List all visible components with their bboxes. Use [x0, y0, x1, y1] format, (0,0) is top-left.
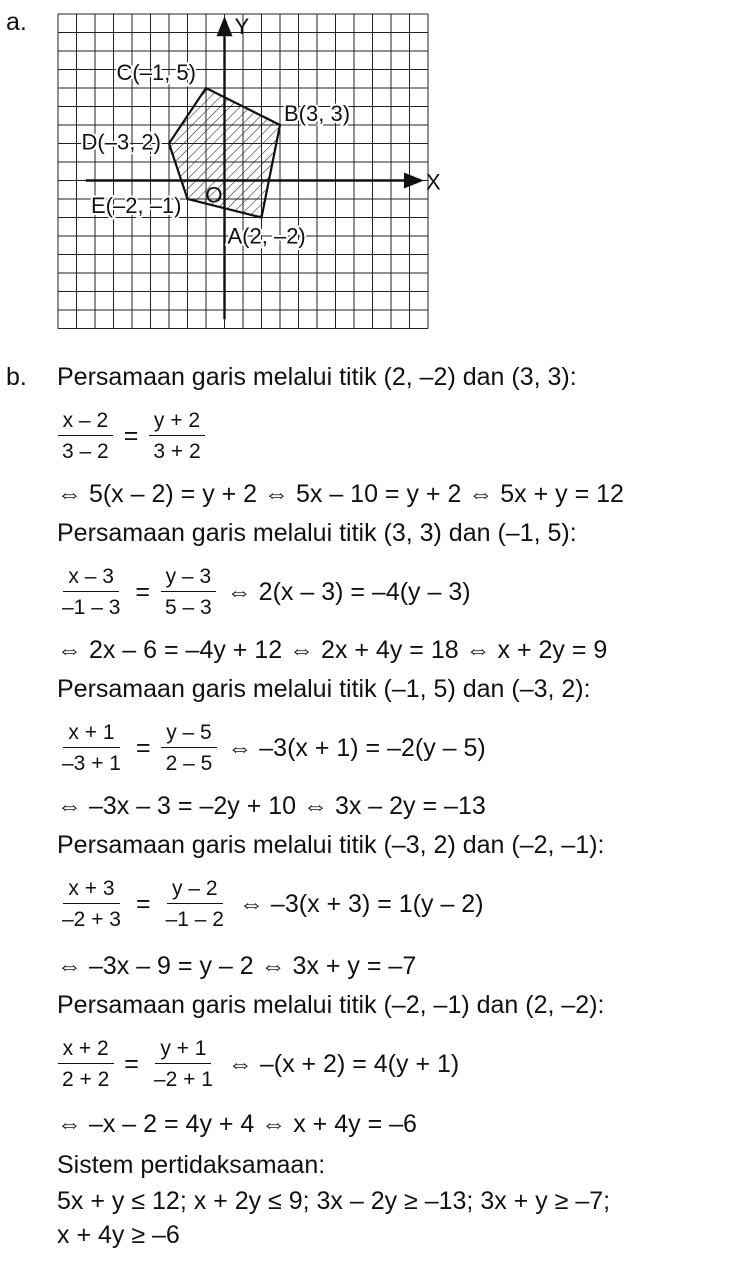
intro-line-1: Persamaan garis melalui titik (2, –2) dan (3, 3):: [57, 363, 577, 391]
point-label-c: C(–1, 5): [116, 60, 196, 85]
intro-line-5: Persamaan garis melalui titik (–2, –1) dan (2, –2):: [57, 991, 605, 1019]
fraction-3a: $\frac{x + 1}{-3 + 1}$: [62, 721, 121, 775]
equation-3-tail: ⇔ –3(x + 1) = –2(y – 5): [227, 733, 486, 762]
intro-line-2: Persamaan garis melalui titik (3, 3) dan (–1, 5):: [57, 519, 577, 547]
fraction-2b: $\frac{y - 3}{5 - 3}$: [160, 566, 217, 618]
point-label-a: A(2, –2): [227, 223, 306, 249]
result-line-3: ⇔ –3x – 3 = –2y + 10 ⇔ 3x – 2y = –13: [57, 792, 486, 820]
fraction-3b: $\frac{y - 5}{2 - 5}$: [161, 722, 218, 774]
x-axis-arrow: [404, 173, 424, 189]
fraction-5a: $\frac{x + 2}{2 + 2}$: [57, 1038, 114, 1090]
coordinate-graph: [0, 0, 740, 345]
fraction-1b: $\frac{y + 2}{3 + 2}$: [148, 410, 205, 462]
system-title: Sistem pertidaksamaan:: [57, 1151, 326, 1179]
result-line-2: ⇔ 2x – 6 = –4y + 12 ⇔ 2x + 4y = 18 ⇔ x + 2y = 9: [57, 636, 608, 664]
origin-label: O: [205, 182, 223, 208]
point-label-b: B(3, 3): [284, 101, 351, 126]
equation-4: $\frac{x + 3}{-2 + 3}$ = $\frac{y - 2}{-1 - 2}$ ⇔ –3(x + 3) = 1(y – 2): [57, 878, 486, 930]
equation-2-tail: ⇔ 2(x – 3) = –4(y – 3): [226, 577, 471, 606]
intro-line-3: Persamaan garis melalui titik (–1, 5) dan (–3, 2):: [57, 675, 591, 703]
fraction-1a: $\frac{x - 2}{3 - 2}$: [57, 410, 114, 462]
part-b-marker: b.: [6, 363, 27, 391]
result-line-5: ⇔ –x – 2 = 4y + 4 ⇔ x + 4y = –6: [57, 1110, 417, 1138]
fraction-5b: $\frac{y + 1}{-2 + 1}$: [153, 1037, 213, 1091]
part-a-marker: a.: [6, 8, 27, 36]
point-label-d: D(–3, 2): [81, 129, 161, 155]
intro-line-4: Persamaan garis melalui titik (–3, 2) dan (–2, –1):: [57, 831, 605, 859]
y-axis-label: Y: [234, 14, 250, 40]
fraction-4b: $\frac{y - 2}{-1 - 2}$: [165, 877, 224, 931]
equation-1: $\frac{x - 2}{3 - 2}$ = $\frac{y + 2}{3 + 2}$: [57, 410, 206, 462]
y-axis-arrow: [217, 16, 233, 36]
x-axis-label: X: [425, 169, 441, 195]
fraction-4a: $\frac{x + 3}{-2 + 3}$: [62, 877, 121, 931]
equation-2: $\frac{x - 3}{-1 - 3}$ = $\frac{y - 3}{5 - 3}$ ⇔ 2(x – 3) = –4(y – 3): [57, 566, 473, 618]
system-line-2: x + 4y ≥ –6: [57, 1221, 180, 1249]
result-line-1: ⇔ 5(x – 2) = y + 2 ⇔ 5x – 10 = y + 2 ⇔ 5x + y = 12: [57, 480, 624, 508]
equation-5-tail: ⇔ –(x + 2) = 4(y + 1): [227, 1049, 460, 1078]
fraction-2a: $\frac{x - 3}{-1 - 3}$: [62, 565, 121, 619]
equation-3: $\frac{x + 1}{-3 + 1}$ = $\frac{y - 5}{2 - 5}$ ⇔ –3(x + 1) = –2(y – 5): [57, 722, 488, 774]
result-line-4: ⇔ –3x – 9 = y – 2 ⇔ 3x + y = –7: [57, 952, 417, 980]
equation-5: $\frac{x + 2}{2 + 2}$ = $\frac{y + 1}{-2 + 1}$ ⇔ –(x + 2) = 4(y + 1): [57, 1038, 461, 1090]
equation-4-tail: ⇔ –3(x + 3) = 1(y – 2): [238, 889, 484, 918]
point-label-e: E(–2, –1): [91, 193, 182, 218]
system-line-1: 5x + y ≤ 12; x + 2y ≤ 9; 3x – 2y ≥ –13; 3x + y ≥ –7;: [57, 1187, 611, 1215]
